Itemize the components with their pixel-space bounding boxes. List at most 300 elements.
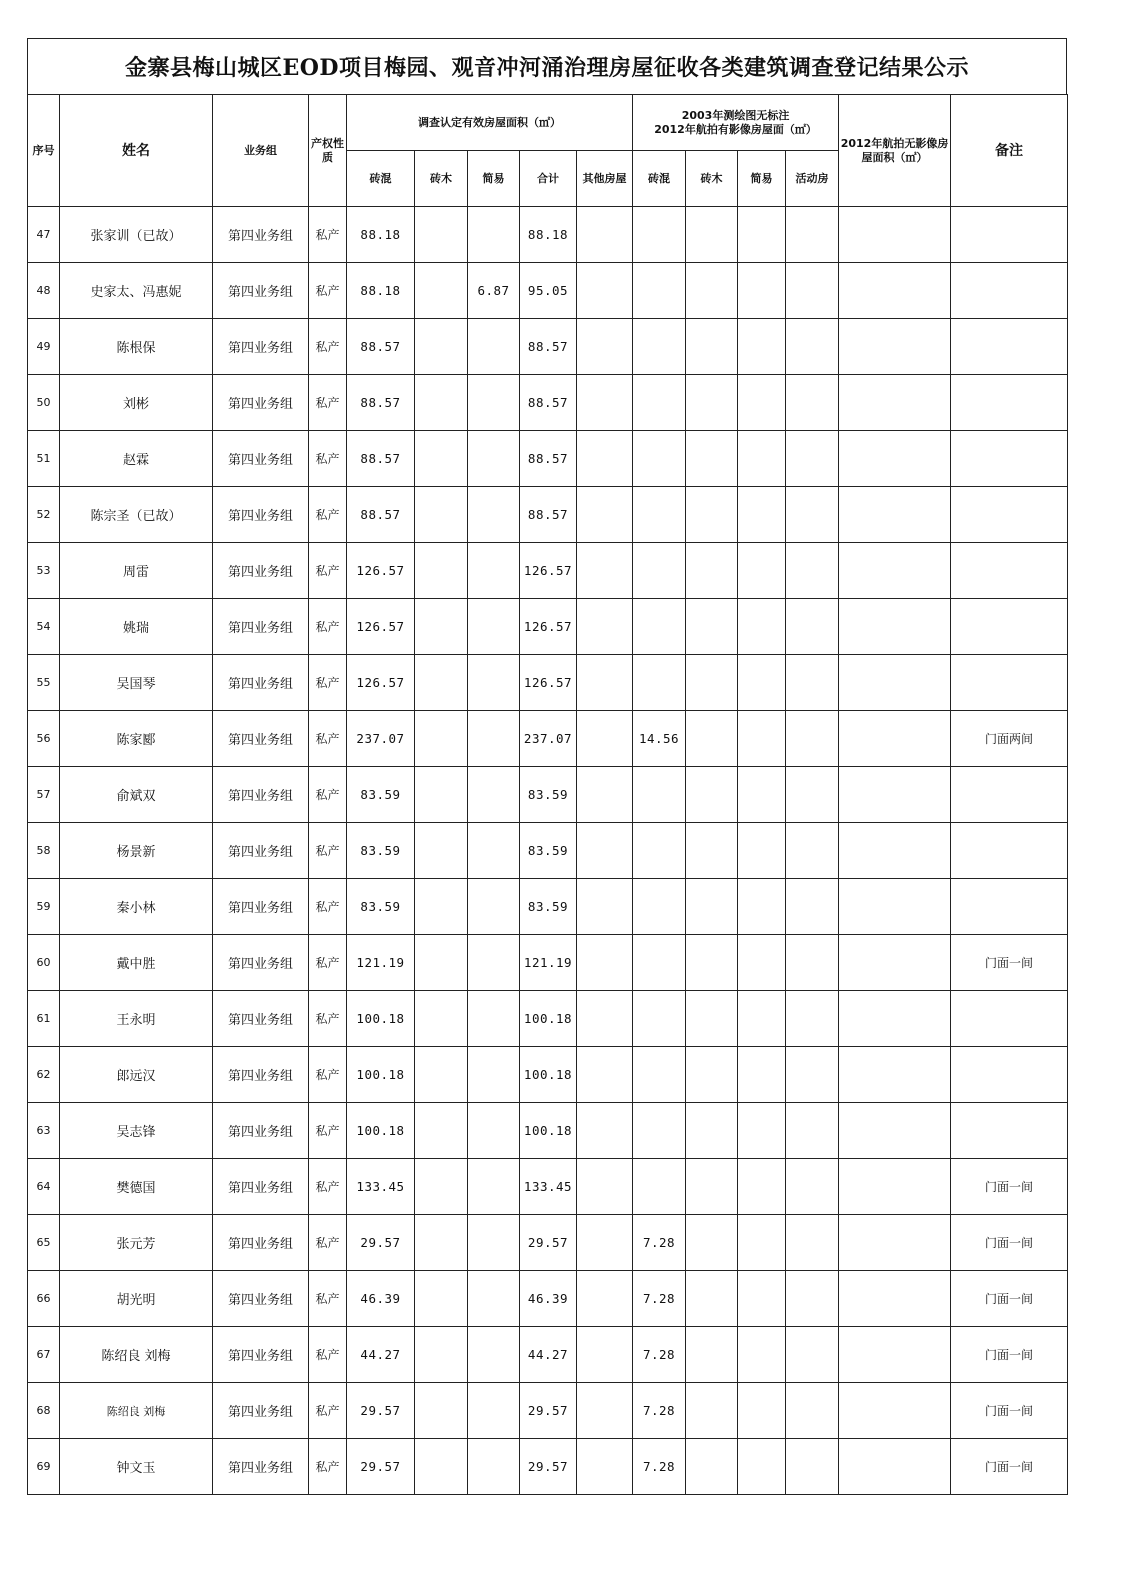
cell-aerial-simple [738, 1327, 786, 1383]
cell-remark [951, 1103, 1068, 1159]
cell-aerial-mobile [786, 655, 839, 711]
header-survey-group: 调查认定有效房屋面积（㎡） [347, 95, 633, 151]
cell-aerial-simple [738, 879, 786, 935]
cell-seq: 63 [28, 1103, 60, 1159]
cell-name: 陈宗圣（已故） [60, 487, 213, 543]
cell-property: 私产 [309, 879, 347, 935]
cell-group: 第四业务组 [213, 655, 309, 711]
cell-seq: 67 [28, 1327, 60, 1383]
cell-group: 第四业务组 [213, 1271, 309, 1327]
cell-remark [951, 1047, 1068, 1103]
cell-name: 张元芳 [60, 1215, 213, 1271]
header-seq: 序号 [28, 95, 60, 207]
cell-survey-total: 100.18 [520, 1103, 577, 1159]
cell-aerial-brick [633, 431, 686, 487]
cell-survey-simple [468, 1439, 520, 1495]
cell-survey-simple [468, 431, 520, 487]
cell-group: 第四业务组 [213, 319, 309, 375]
cell-remark [951, 823, 1068, 879]
cell-aerial-simple [738, 935, 786, 991]
cell-survey-total: 88.18 [520, 207, 577, 263]
cell-aerial-brick [633, 319, 686, 375]
cell-remark [951, 655, 1068, 711]
cell-aerial-simple [738, 487, 786, 543]
cell-no-image [839, 599, 951, 655]
cell-group: 第四业务组 [213, 207, 309, 263]
cell-property: 私产 [309, 1047, 347, 1103]
title-box [27, 38, 1067, 94]
cell-name: 戴中胜 [60, 935, 213, 991]
cell-aerial-wood [686, 207, 738, 263]
cell-aerial-wood [686, 1047, 738, 1103]
cell-seq: 64 [28, 1159, 60, 1215]
cell-no-image [839, 487, 951, 543]
cell-aerial-mobile [786, 319, 839, 375]
table-row [28, 991, 1068, 1047]
survey-table [27, 94, 1068, 1495]
cell-aerial-mobile [786, 1103, 839, 1159]
cell-aerial-mobile [786, 1215, 839, 1271]
cell-aerial-simple [738, 543, 786, 599]
cell-survey-brick: 83.59 [347, 823, 415, 879]
cell-group: 第四业务组 [213, 599, 309, 655]
cell-aerial-mobile [786, 1439, 839, 1495]
cell-survey-total: 88.57 [520, 431, 577, 487]
table-row [28, 935, 1068, 991]
cell-aerial-brick [633, 487, 686, 543]
cell-property: 私产 [309, 1271, 347, 1327]
cell-aerial-simple [738, 375, 786, 431]
cell-seq: 57 [28, 767, 60, 823]
cell-property: 私产 [309, 1159, 347, 1215]
cell-seq: 69 [28, 1439, 60, 1495]
cell-name: 郎远汉 [60, 1047, 213, 1103]
cell-survey-simple [468, 823, 520, 879]
cell-group: 第四业务组 [213, 375, 309, 431]
cell-aerial-brick [633, 879, 686, 935]
cell-seq: 68 [28, 1383, 60, 1439]
cell-no-image [839, 1047, 951, 1103]
cell-aerial-wood [686, 319, 738, 375]
cell-survey-brick: 126.57 [347, 599, 415, 655]
cell-aerial-wood [686, 879, 738, 935]
cell-aerial-wood [686, 1327, 738, 1383]
cell-survey-total: 100.18 [520, 991, 577, 1047]
cell-property: 私产 [309, 207, 347, 263]
cell-no-image [839, 375, 951, 431]
cell-survey-total: 83.59 [520, 879, 577, 935]
cell-no-image [839, 1271, 951, 1327]
cell-survey-brick: 29.57 [347, 1439, 415, 1495]
header-aerial-brick: 砖混 [633, 151, 686, 207]
cell-survey-total: 44.27 [520, 1327, 577, 1383]
cell-survey-simple [468, 599, 520, 655]
cell-remark [951, 599, 1068, 655]
cell-survey-simple [468, 991, 520, 1047]
cell-property: 私产 [309, 487, 347, 543]
cell-survey-brick: 100.18 [347, 1103, 415, 1159]
cell-aerial-mobile [786, 1327, 839, 1383]
cell-name: 樊德国 [60, 1159, 213, 1215]
cell-survey-other [577, 1327, 633, 1383]
cell-no-image [839, 935, 951, 991]
cell-property: 私产 [309, 711, 347, 767]
announcement-sheet [27, 38, 1067, 1495]
cell-remark: 门面一间 [951, 1271, 1068, 1327]
cell-aerial-brick: 7.28 [633, 1327, 686, 1383]
cell-property: 私产 [309, 1383, 347, 1439]
cell-survey-wood [415, 1159, 468, 1215]
cell-seq: 50 [28, 375, 60, 431]
cell-aerial-mobile [786, 823, 839, 879]
cell-aerial-simple [738, 1439, 786, 1495]
cell-aerial-mobile [786, 263, 839, 319]
cell-aerial-brick: 7.28 [633, 1271, 686, 1327]
cell-seq: 61 [28, 991, 60, 1047]
cell-survey-other [577, 599, 633, 655]
cell-name: 陈家郾 [60, 711, 213, 767]
header-aerial-wood: 砖木 [686, 151, 738, 207]
cell-survey-wood [415, 431, 468, 487]
cell-survey-other [577, 1215, 633, 1271]
cell-aerial-mobile [786, 1159, 839, 1215]
cell-survey-brick: 83.59 [347, 767, 415, 823]
cell-group: 第四业务组 [213, 767, 309, 823]
cell-property: 私产 [309, 935, 347, 991]
header-survey-simple: 简易 [468, 151, 520, 207]
cell-no-image [839, 263, 951, 319]
cell-survey-wood [415, 1439, 468, 1495]
cell-property: 私产 [309, 1327, 347, 1383]
cell-seq: 53 [28, 543, 60, 599]
cell-survey-brick: 133.45 [347, 1159, 415, 1215]
cell-survey-brick: 44.27 [347, 1327, 415, 1383]
cell-aerial-brick: 7.28 [633, 1215, 686, 1271]
cell-property: 私产 [309, 1215, 347, 1271]
cell-aerial-wood [686, 991, 738, 1047]
cell-survey-other [577, 1439, 633, 1495]
header-aerial-mobile: 活动房 [786, 151, 839, 207]
cell-aerial-simple [738, 1215, 786, 1271]
cell-survey-total: 100.18 [520, 1047, 577, 1103]
cell-survey-brick: 126.57 [347, 543, 415, 599]
cell-remark [951, 207, 1068, 263]
cell-no-image [839, 991, 951, 1047]
cell-group: 第四业务组 [213, 879, 309, 935]
cell-aerial-brick [633, 599, 686, 655]
cell-aerial-wood [686, 431, 738, 487]
cell-aerial-brick [633, 1047, 686, 1103]
cell-name: 王永明 [60, 991, 213, 1047]
cell-aerial-brick: 14.56 [633, 711, 686, 767]
cell-property: 私产 [309, 823, 347, 879]
cell-survey-total: 95.05 [520, 263, 577, 319]
cell-survey-wood [415, 207, 468, 263]
cell-aerial-brick [633, 655, 686, 711]
cell-survey-wood [415, 1103, 468, 1159]
table-row [28, 823, 1068, 879]
cell-survey-simple [468, 487, 520, 543]
cell-seq: 60 [28, 935, 60, 991]
cell-aerial-brick [633, 543, 686, 599]
table-row [28, 1439, 1068, 1495]
cell-survey-wood [415, 1327, 468, 1383]
cell-survey-simple [468, 767, 520, 823]
cell-aerial-brick: 7.28 [633, 1383, 686, 1439]
cell-survey-total: 29.57 [520, 1215, 577, 1271]
cell-name: 杨景新 [60, 823, 213, 879]
cell-property: 私产 [309, 767, 347, 823]
cell-group: 第四业务组 [213, 991, 309, 1047]
cell-name: 胡光明 [60, 1271, 213, 1327]
cell-survey-other [577, 543, 633, 599]
cell-property: 私产 [309, 375, 347, 431]
cell-survey-other [577, 375, 633, 431]
cell-aerial-brick [633, 375, 686, 431]
cell-no-image [839, 319, 951, 375]
cell-survey-total: 83.59 [520, 823, 577, 879]
cell-survey-simple [468, 711, 520, 767]
cell-survey-brick: 88.18 [347, 207, 415, 263]
header-survey-other: 其他房屋 [577, 151, 633, 207]
cell-survey-total: 126.57 [520, 543, 577, 599]
cell-aerial-wood [686, 935, 738, 991]
cell-aerial-brick [633, 1103, 686, 1159]
cell-remark [951, 767, 1068, 823]
cell-remark [951, 263, 1068, 319]
cell-seq: 48 [28, 263, 60, 319]
cell-aerial-brick [633, 823, 686, 879]
table-row [28, 1271, 1068, 1327]
cell-survey-other [577, 319, 633, 375]
cell-group: 第四业务组 [213, 823, 309, 879]
header-aerial-line2: 2012年航拍有影像房屋面（㎡） [654, 122, 817, 136]
table-row [28, 543, 1068, 599]
cell-name: 俞斌双 [60, 767, 213, 823]
header-aerial-line1: 2003年测绘图无标注 [681, 108, 790, 122]
cell-no-image [839, 543, 951, 599]
cell-aerial-mobile [786, 599, 839, 655]
cell-survey-simple: 6.87 [468, 263, 520, 319]
cell-no-image [839, 207, 951, 263]
cell-name: 秦小林 [60, 879, 213, 935]
cell-name: 钟文玉 [60, 1439, 213, 1495]
cell-survey-wood [415, 1215, 468, 1271]
cell-property: 私产 [309, 1439, 347, 1495]
cell-name: 吴志锋 [60, 1103, 213, 1159]
cell-property: 私产 [309, 599, 347, 655]
cell-remark: 门面一间 [951, 1439, 1068, 1495]
cell-no-image [839, 823, 951, 879]
cell-survey-other [577, 1271, 633, 1327]
cell-aerial-mobile [786, 767, 839, 823]
cell-aerial-wood [686, 375, 738, 431]
cell-remark [951, 991, 1068, 1047]
cell-group: 第四业务组 [213, 543, 309, 599]
table-row [28, 375, 1068, 431]
cell-survey-other [577, 1383, 633, 1439]
cell-survey-total: 29.57 [520, 1383, 577, 1439]
table-row [28, 1159, 1068, 1215]
cell-aerial-wood [686, 599, 738, 655]
cell-aerial-wood [686, 655, 738, 711]
cell-aerial-mobile [786, 375, 839, 431]
cell-aerial-simple [738, 207, 786, 263]
table-body [28, 207, 1068, 1495]
cell-survey-other [577, 207, 633, 263]
cell-survey-total: 88.57 [520, 487, 577, 543]
cell-survey-simple [468, 1047, 520, 1103]
cell-group: 第四业务组 [213, 1327, 309, 1383]
table-row [28, 1103, 1068, 1159]
cell-group: 第四业务组 [213, 263, 309, 319]
cell-survey-simple [468, 1327, 520, 1383]
cell-no-image [839, 879, 951, 935]
table-header [28, 95, 1068, 207]
cell-survey-other [577, 991, 633, 1047]
cell-survey-wood [415, 487, 468, 543]
cell-survey-wood [415, 655, 468, 711]
cell-seq: 65 [28, 1215, 60, 1271]
cell-survey-other [577, 263, 633, 319]
cell-aerial-wood [686, 543, 738, 599]
cell-survey-other [577, 1047, 633, 1103]
cell-aerial-brick [633, 1159, 686, 1215]
cell-property: 私产 [309, 319, 347, 375]
cell-survey-brick: 88.18 [347, 263, 415, 319]
cell-seq: 59 [28, 879, 60, 935]
cell-survey-wood [415, 1383, 468, 1439]
cell-survey-simple [468, 1215, 520, 1271]
cell-survey-wood [415, 767, 468, 823]
cell-survey-brick: 83.59 [347, 879, 415, 935]
table-row [28, 599, 1068, 655]
cell-remark: 门面两间 [951, 711, 1068, 767]
cell-survey-wood [415, 263, 468, 319]
header-aerial-simple: 简易 [738, 151, 786, 207]
cell-survey-brick: 88.57 [347, 319, 415, 375]
cell-no-image [839, 767, 951, 823]
cell-group: 第四业务组 [213, 487, 309, 543]
cell-name: 周雷 [60, 543, 213, 599]
cell-aerial-mobile [786, 207, 839, 263]
cell-aerial-mobile [786, 879, 839, 935]
cell-group: 第四业务组 [213, 935, 309, 991]
header-group: 业务组 [213, 95, 309, 207]
cell-survey-simple [468, 655, 520, 711]
cell-aerial-simple [738, 263, 786, 319]
cell-aerial-simple [738, 599, 786, 655]
table-row [28, 1383, 1068, 1439]
cell-survey-other [577, 1159, 633, 1215]
cell-group: 第四业务组 [213, 1383, 309, 1439]
header-remark: 备注 [951, 95, 1068, 207]
table-row [28, 767, 1068, 823]
table-row [28, 487, 1068, 543]
cell-aerial-wood [686, 1159, 738, 1215]
cell-group: 第四业务组 [213, 1047, 309, 1103]
cell-survey-simple [468, 1271, 520, 1327]
cell-remark [951, 431, 1068, 487]
cell-aerial-simple [738, 1383, 786, 1439]
cell-aerial-mobile [786, 1271, 839, 1327]
cell-seq: 51 [28, 431, 60, 487]
cell-survey-other [577, 1103, 633, 1159]
cell-aerial-mobile [786, 431, 839, 487]
cell-property: 私产 [309, 263, 347, 319]
cell-aerial-wood [686, 823, 738, 879]
header-property: 产权性质 [309, 95, 347, 207]
cell-survey-total: 29.57 [520, 1439, 577, 1495]
cell-aerial-simple [738, 1159, 786, 1215]
cell-survey-other [577, 487, 633, 543]
cell-group: 第四业务组 [213, 1439, 309, 1495]
cell-survey-other [577, 767, 633, 823]
cell-name: 史家太、冯惠妮 [60, 263, 213, 319]
cell-survey-brick: 88.57 [347, 431, 415, 487]
cell-survey-brick: 100.18 [347, 991, 415, 1047]
table-row [28, 207, 1068, 263]
cell-remark: 门面一间 [951, 1159, 1068, 1215]
table-row [28, 319, 1068, 375]
cell-survey-wood [415, 543, 468, 599]
cell-seq: 55 [28, 655, 60, 711]
cell-remark [951, 879, 1068, 935]
cell-survey-other [577, 655, 633, 711]
cell-survey-other [577, 879, 633, 935]
cell-survey-wood [415, 935, 468, 991]
cell-survey-other [577, 711, 633, 767]
cell-survey-wood [415, 711, 468, 767]
cell-no-image [839, 711, 951, 767]
cell-survey-wood [415, 991, 468, 1047]
cell-aerial-brick [633, 935, 686, 991]
cell-no-image [839, 655, 951, 711]
cell-aerial-simple [738, 1103, 786, 1159]
cell-group: 第四业务组 [213, 711, 309, 767]
cell-aerial-mobile [786, 487, 839, 543]
cell-survey-total: 88.57 [520, 319, 577, 375]
header-survey-wood: 砖木 [415, 151, 468, 207]
cell-survey-total: 133.45 [520, 1159, 577, 1215]
cell-seq: 49 [28, 319, 60, 375]
header-no-image: 2012年航拍无影像房屋面积（㎡） [839, 95, 951, 207]
cell-aerial-brick: 7.28 [633, 1439, 686, 1495]
cell-group: 第四业务组 [213, 431, 309, 487]
cell-survey-other [577, 935, 633, 991]
cell-survey-total: 83.59 [520, 767, 577, 823]
cell-survey-other [577, 823, 633, 879]
cell-seq: 47 [28, 207, 60, 263]
cell-seq: 62 [28, 1047, 60, 1103]
cell-survey-wood [415, 1047, 468, 1103]
table-row [28, 655, 1068, 711]
cell-survey-total: 88.57 [520, 375, 577, 431]
cell-remark: 门面一间 [951, 1383, 1068, 1439]
cell-aerial-simple [738, 1047, 786, 1103]
header-survey-total: 合计 [520, 151, 577, 207]
cell-remark [951, 375, 1068, 431]
cell-property: 私产 [309, 543, 347, 599]
cell-aerial-mobile [786, 711, 839, 767]
cell-survey-brick: 126.57 [347, 655, 415, 711]
cell-survey-brick: 121.19 [347, 935, 415, 991]
cell-name: 陈根保 [60, 319, 213, 375]
cell-survey-simple [468, 1159, 520, 1215]
cell-survey-brick: 29.57 [347, 1215, 415, 1271]
cell-survey-wood [415, 319, 468, 375]
cell-no-image [839, 1383, 951, 1439]
